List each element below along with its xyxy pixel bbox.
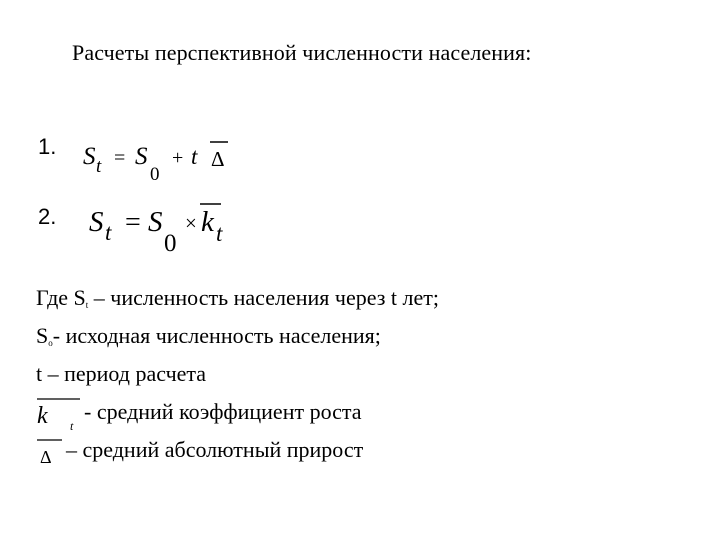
definition-k-text: - средний коэффициент роста [84,399,362,424]
definition-st-subscript: t [85,300,89,310]
formula-2-k-subscript: t [216,221,223,246]
definition-delta [36,431,439,469]
definition-st [36,279,439,317]
formula-1-lhs-symbol: S [83,143,96,170]
slide-title: Расчеты перспективной численности населения: [72,40,532,65]
definition-st-prefix: Где S [36,285,86,310]
delta-bar-symbol [36,433,66,471]
definition-s0-text: - исходная численность населения; [52,323,381,348]
definition-delta-text: – средний абсолютный прирост [66,437,364,462]
definition-s0-subscript: o [48,338,53,348]
delta-bar-letter: Δ [40,446,52,467]
formula-2 [84,194,254,256]
formula-2-lhs-symbol: S [89,206,104,238]
formula-1-number: 1. [38,134,57,159]
definitions-list [36,279,439,469]
definition-k [36,393,439,431]
definition-s0-prefix: S [36,323,49,348]
k-bar-letter: k [37,402,48,429]
formula-1-equals: = [114,147,126,169]
formula-2-s0-subscript: 0 [164,230,177,257]
formula-2-equals: = [125,207,141,238]
formula-1-t: t [191,144,198,169]
formula-2-lhs-subscript: t [105,220,112,245]
formula-1-s0-symbol: S [135,143,148,170]
definition-st-text: – численность населения через t лет; [88,285,440,310]
formula-1 [78,128,248,188]
formula-1-delta: Δ [211,147,225,171]
k-bar-subscript: t [70,418,74,433]
formula-2-times: × [185,211,197,235]
definition-t [36,355,439,393]
k-bar-symbol [36,395,84,433]
definition-t-text: t – период расчета [36,361,207,386]
definition-s0 [36,317,439,355]
formula-1-plus: + [172,147,184,169]
formula-1-s0-subscript: 0 [150,164,160,185]
formula-1-lhs-subscript: t [96,156,102,177]
formula-2-number: 2. [38,204,57,229]
formula-2-s0-symbol: S [148,206,163,238]
formula-2-k: k [201,206,214,238]
